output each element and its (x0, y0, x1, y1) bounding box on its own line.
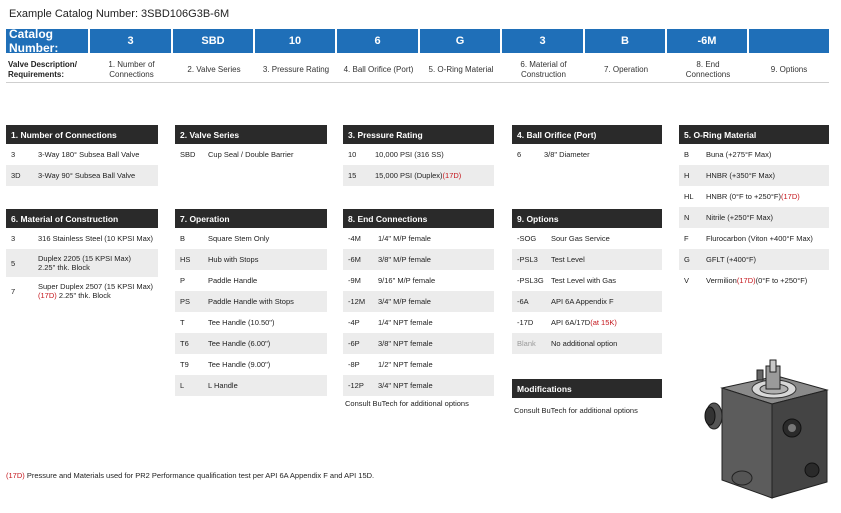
description-label-line1: Valve Description/ (8, 59, 77, 69)
description-label-line2: Requirements: (8, 69, 65, 79)
section-operation (175, 209, 327, 396)
catalog-cell-oring: G (420, 29, 502, 53)
list-item: L L Handle (175, 375, 327, 396)
list-item: PS Paddle Handle with Stops (175, 291, 327, 312)
consult-note: Consult BuTech for additional options (514, 406, 638, 415)
section-header: Modifications (512, 379, 662, 398)
list-item: -SOG Sour Gas Service (517, 234, 610, 243)
desc-pressure: 3. Pressure Rating (262, 64, 330, 74)
section-header: 6. Material of Construction (6, 209, 158, 228)
list-item: 10 10,000 PSI (316 SS) (348, 150, 444, 159)
17d-marker: (17D) (780, 192, 800, 201)
catalog-cell-end-connections: -6M (667, 29, 749, 53)
catalog-cell-material: 3 (502, 29, 585, 53)
desc-oring: 5. O-Ring Material (428, 64, 494, 74)
section-header: 8. End Connections (343, 209, 494, 228)
17d-marker: (17D) (736, 276, 756, 285)
catalog-number-label: Catalog Number: (6, 29, 90, 53)
catalog-cell-series: SBD (173, 29, 255, 53)
catalog-cell-operation: B (585, 29, 667, 53)
section-number-of-connections (6, 125, 158, 186)
catalog-cell-orifice: 6 (337, 29, 420, 53)
list-item: -6M 3/8" M/P female (343, 249, 494, 270)
section-modifications (512, 379, 662, 415)
list-item: -12M 3/4" M/P female (343, 291, 494, 312)
section-header: 7. Operation (175, 209, 327, 228)
list-item: 3 316 Stainless Steel (10 KPSI Max) (11, 234, 154, 243)
list-item: HS Hub with Stops (175, 249, 327, 270)
catalog-number-bar (6, 29, 829, 53)
list-item: 15 15,000 PSI (Duplex) (17D) (343, 165, 494, 186)
list-item: N Nitrile (+250°F Max) (679, 207, 829, 228)
section-valve-series (175, 125, 327, 165)
list-item: 3D 3-Way 90° Subsea Ball Valve (6, 165, 158, 186)
list-item: B Buna (+275°F Max) (684, 150, 772, 159)
list-item: -6P 3/8" NPT female (343, 333, 494, 354)
list-item: 6 3/8" Diameter (517, 150, 590, 159)
catalog-cell-options (749, 29, 829, 53)
list-item: -8P 1/2" NPT female (348, 360, 433, 369)
section-header: 9. Options (512, 209, 662, 228)
17d-marker: (17D) (442, 171, 462, 180)
list-item: P Paddle Handle (180, 276, 258, 285)
list-item: 3 3-Way 180° Subsea Ball Valve (11, 150, 140, 159)
section-header: 4. Ball Orifice (Port) (512, 125, 662, 144)
list-item: -PSL3G Test Level with Gas (517, 276, 617, 285)
desc-operation: 7. Operation (603, 64, 649, 74)
list-item: -9M 9/16" M/P female (348, 276, 436, 285)
list-item: V Vermilion (17D) (0°F to +250°F) (684, 276, 808, 285)
desc-series: 2. Valve Series (187, 64, 241, 74)
list-item: HL HNBR (0°F to +250°F) (17D) (684, 192, 800, 201)
at-15k-marker: (at 15K) (590, 318, 617, 327)
list-item: T6 Tee Handle (6.00") (175, 333, 327, 354)
example-catalog-title: Example Catalog Number: 3SBD106G3B-6M (9, 8, 230, 20)
valve-description-row (6, 57, 829, 83)
section-options (512, 209, 662, 354)
section-end-connections (343, 209, 494, 408)
section-ball-orifice (512, 125, 662, 165)
section-header: 5. O-Ring Material (679, 125, 829, 144)
list-item: SBD Cup Seal / Double Barrier (180, 150, 294, 159)
consult-note: Consult BuTech for additional options (345, 399, 469, 408)
section-pressure-rating (343, 125, 494, 186)
list-item: T Tee Handle (10.50") (180, 318, 275, 327)
section-material-of-construction (6, 209, 158, 305)
valve-block-illustration (702, 358, 832, 508)
list-item: -4P 1/4" NPT female (348, 318, 433, 327)
desc-material: 6. Material of Construction (520, 59, 567, 79)
catalog-cell-pressure: 10 (255, 29, 337, 53)
desc-end-connections: 8. End Connections (685, 59, 731, 79)
section-header: 3. Pressure Rating (343, 125, 494, 144)
section-oring-material (679, 125, 829, 291)
footnote: (17D) Pressure and Materials used for PR2 Performance qualification test per API 6A Appendix F and API 15D. (6, 471, 375, 480)
list-item: -PSL3 Test Level (512, 249, 662, 270)
17d-marker: (17D) (6, 471, 25, 480)
list-item: H HNBR (+350°F Max) (679, 165, 829, 186)
list-item: 5 Duplex 2205 (15 KPSI Max) 2.25" thk. Block (6, 249, 158, 277)
desc-connections: 1. Number of Connections (108, 59, 155, 79)
list-item: -4M 1/4" M/P female (348, 234, 431, 243)
section-header: 2. Valve Series (175, 125, 327, 144)
list-item: -6A API 6A Appendix F (512, 291, 662, 312)
list-item: Blank No additional option (512, 333, 662, 354)
list-item: -17D API 6A/17D (at 15K) (517, 318, 617, 327)
catalog-cell-connections: 3 (90, 29, 173, 53)
list-item: 7 Super Duplex 2507 (15 KPSI Max) (17D) 2.25" thk. Block (11, 282, 154, 300)
list-item: B Square Stem Only (180, 234, 270, 243)
list-item: T9 Tee Handle (9.00") (180, 360, 271, 369)
list-item: -12P 3/4" NPT female (343, 375, 494, 396)
list-item: F Flurocarbon (Viton +400°F Max) (684, 234, 813, 243)
list-item: G GFLT (+400°F) (679, 249, 829, 270)
valve-description-label (6, 57, 90, 82)
17d-marker: (17D) (38, 291, 57, 300)
desc-orifice: 4. Ball Orifice (Port) (343, 64, 414, 74)
section-header: 1. Number of Connections (6, 125, 158, 144)
desc-options: 9. Options (770, 64, 808, 74)
